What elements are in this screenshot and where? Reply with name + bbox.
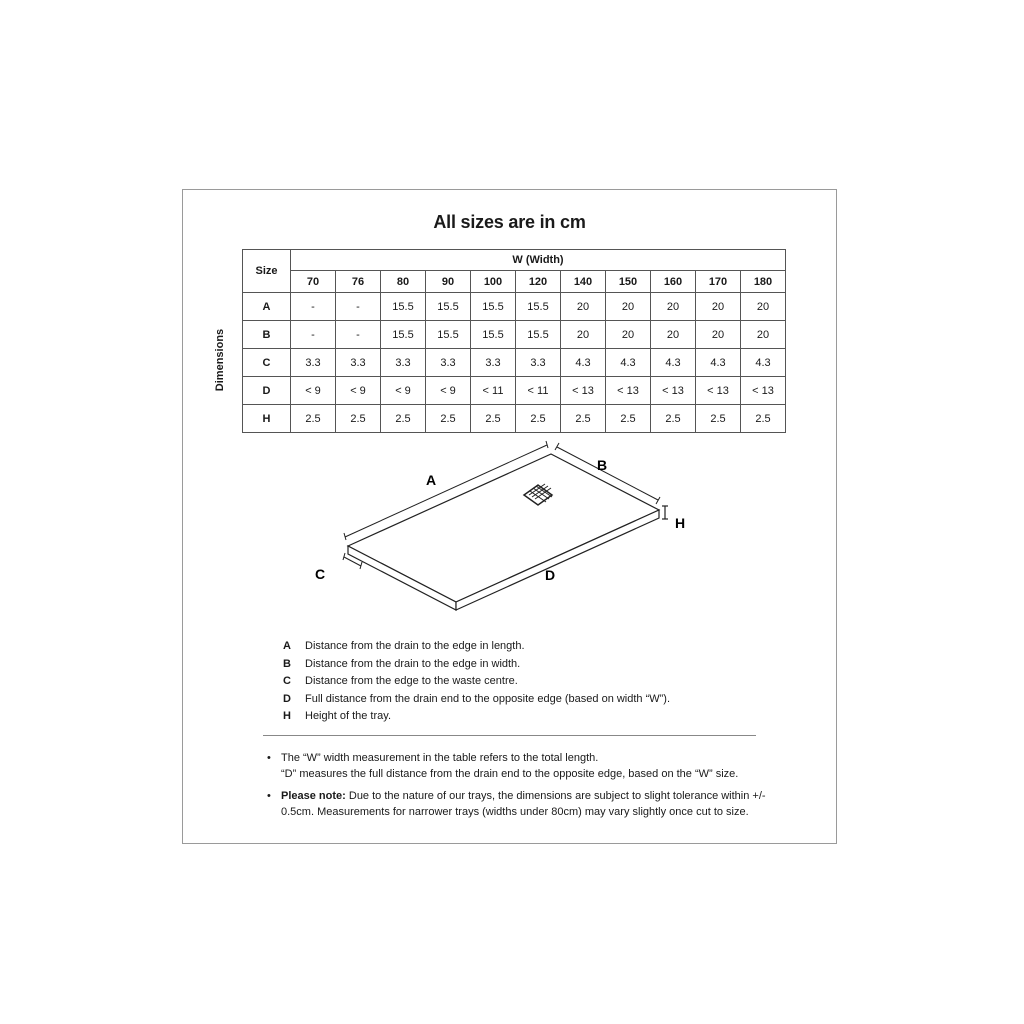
table-cell: 20 (606, 321, 651, 349)
table-cell: 4.3 (606, 349, 651, 377)
label-b: B (597, 457, 608, 473)
page-title: All sizes are in cm (433, 212, 586, 232)
table-cell: 2.5 (516, 405, 561, 433)
table-cell: 3.3 (426, 349, 471, 377)
legend-key: A (283, 640, 291, 652)
width-value-header: 140 (561, 271, 606, 293)
table-cell: 4.3 (741, 349, 786, 377)
table-row (243, 321, 786, 349)
legend-item (283, 656, 670, 674)
table-cell: 15.5 (426, 293, 471, 321)
width-value-header: 90 (426, 271, 471, 293)
table-cell: < 9 (291, 377, 336, 405)
width-value-header: 180 (741, 271, 786, 293)
table-cell: 2.5 (741, 405, 786, 433)
dimension-h-marker (662, 506, 668, 519)
table-cell: 20 (561, 293, 606, 321)
label-d: D (545, 567, 556, 583)
bullet: • (267, 790, 271, 802)
note-line: “D” measures the full distance from the drain end to the opposite edge, based on the “W” size. (281, 768, 739, 780)
row-label: H (243, 405, 291, 433)
table-cell: 4.3 (651, 349, 696, 377)
table-row (243, 405, 786, 433)
legend-item (283, 673, 670, 691)
note-bold-label: Please note: (281, 790, 346, 802)
table-row (243, 293, 786, 321)
legend-item (283, 638, 670, 656)
width-value-header: 120 (516, 271, 561, 293)
size-table (242, 249, 786, 433)
legend-text: Distance from the drain to the edge in width. (305, 657, 521, 670)
table-cell: 15.5 (516, 321, 561, 349)
tray-diagram (315, 440, 723, 645)
width-header: W (Width) (291, 250, 786, 271)
note-tolerance (263, 788, 783, 820)
table-cell: 20 (561, 321, 606, 349)
table-cell: < 9 (336, 377, 381, 405)
table-cell: < 13 (651, 377, 696, 405)
table-cell: 2.5 (471, 405, 516, 433)
width-value-header: 150 (606, 271, 651, 293)
table-cell: 2.5 (606, 405, 651, 433)
note-line: The “W” width measurement in the table refers to the total length. (281, 752, 599, 764)
row-label: A (243, 293, 291, 321)
table-cell: 3.3 (291, 349, 336, 377)
table-cell: - (291, 321, 336, 349)
table-cell: 3.3 (516, 349, 561, 377)
table-cell: 15.5 (471, 321, 516, 349)
table-cell: 2.5 (291, 405, 336, 433)
table-cell: 2.5 (336, 405, 381, 433)
table-cell: 4.3 (696, 349, 741, 377)
row-label: D (243, 377, 291, 405)
size-guide-panel (182, 189, 837, 844)
legend-text: Distance from the drain to the edge in length. (305, 640, 525, 652)
legend-text: Full distance from the drain end to the opposite edge (based on width “W”). (305, 692, 671, 705)
table-cell: 15.5 (381, 321, 426, 349)
legend-key: H (283, 710, 291, 722)
table-row (243, 349, 786, 377)
divider (263, 735, 756, 736)
label-h: H (675, 515, 686, 531)
note-text: Due to the nature of our trays, the dimensions are subject to slight tolerance within +/- 0.5cm. Measurements for narrower trays (widths under 80cm) may vary slightly once cut to size. (281, 790, 766, 818)
table-cell: 2.5 (696, 405, 741, 433)
row-label: B (243, 321, 291, 349)
width-value-header: 70 (291, 271, 336, 293)
row-label: C (243, 349, 291, 377)
size-table-body (243, 293, 786, 433)
legend-text: Distance from the edge to the waste centre. (305, 675, 518, 687)
table-cell: < 13 (561, 377, 606, 405)
width-value-header: 170 (696, 271, 741, 293)
legend-key: B (283, 657, 291, 670)
bullet: • (267, 752, 271, 764)
legend-text: Height of the tray. (305, 710, 392, 722)
table-row (243, 377, 786, 405)
table-cell: < 11 (471, 377, 516, 405)
table-cell: 15.5 (426, 321, 471, 349)
legend-key: C (283, 675, 291, 687)
label-c: C (315, 566, 326, 582)
table-cell: 20 (651, 321, 696, 349)
dimension-legend (283, 638, 670, 726)
table-cell: - (336, 293, 381, 321)
table-cell: 3.3 (471, 349, 516, 377)
width-value-header: 100 (471, 271, 516, 293)
shower-tray-illustration (315, 440, 723, 640)
table-cell: < 9 (426, 377, 471, 405)
note-width-measurement (263, 750, 783, 782)
table-cell: 20 (741, 321, 786, 349)
table-cell: < 13 (696, 377, 741, 405)
table-cell: < 13 (741, 377, 786, 405)
table-cell: 15.5 (516, 293, 561, 321)
table-cell: 2.5 (651, 405, 696, 433)
table-cell: 2.5 (381, 405, 426, 433)
table-cell: 20 (606, 293, 651, 321)
table-cell: - (291, 293, 336, 321)
table-cell: 15.5 (381, 293, 426, 321)
table-cell: 15.5 (471, 293, 516, 321)
notes (263, 750, 783, 826)
label-a: A (426, 472, 437, 488)
table-cell: 20 (741, 293, 786, 321)
legend-key: D (283, 692, 291, 705)
table-cell: 20 (651, 293, 696, 321)
width-value-header: 160 (651, 271, 696, 293)
width-values-row (243, 271, 786, 293)
legend-item (283, 708, 670, 726)
width-value-header: 76 (336, 271, 381, 293)
width-value-header: 80 (381, 271, 426, 293)
table-cell: - (336, 321, 381, 349)
table-cell: < 11 (516, 377, 561, 405)
dimensions-axis-label: Dimensions (214, 328, 226, 392)
table-cell: 4.3 (561, 349, 606, 377)
table-cell: 3.3 (336, 349, 381, 377)
table-cell: < 13 (606, 377, 651, 405)
table-cell: 2.5 (426, 405, 471, 433)
table-cell: 20 (696, 321, 741, 349)
table-cell: < 9 (381, 377, 426, 405)
table-cell: 3.3 (381, 349, 426, 377)
legend-item (283, 691, 670, 709)
size-header: Size (243, 250, 291, 293)
table-cell: 20 (696, 293, 741, 321)
table-cell: 2.5 (561, 405, 606, 433)
